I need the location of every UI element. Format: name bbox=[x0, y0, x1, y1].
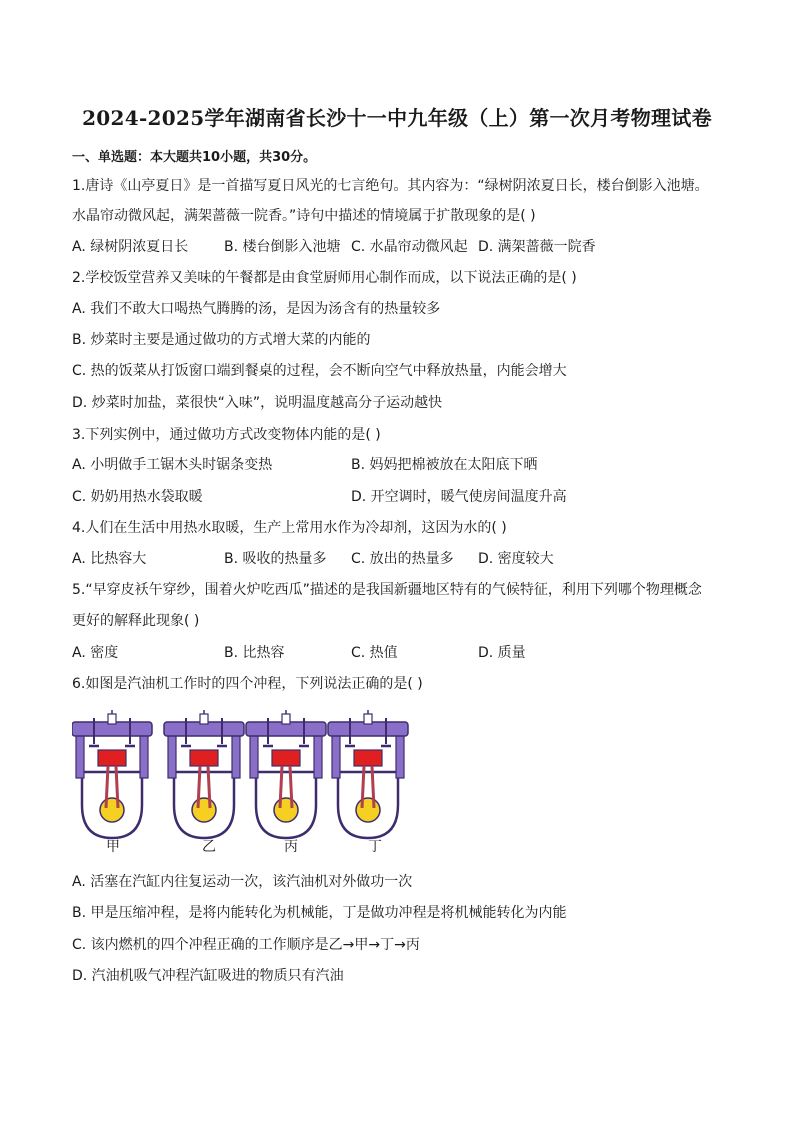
q6-option-b: B. 甲是压缩冲程，是将内能转化为机械能，丁是做功冲程是将机械能转化为内能 bbox=[72, 905, 567, 921]
q5-option-a: A. 密度 bbox=[72, 645, 119, 661]
q6-option-d: D. 汽油机吸气冲程汽缸吸进的物质只有汽油 bbox=[72, 968, 344, 984]
q2-option-b: B. 炒菜时主要是通过做功的方式增大菜的内能的 bbox=[72, 332, 371, 348]
caption-jia: 甲 bbox=[106, 839, 120, 855]
q5-option-c: C. 热值 bbox=[351, 645, 398, 661]
caption-yi: 乙 bbox=[202, 839, 216, 855]
caption-bing: 丙 bbox=[284, 839, 298, 855]
q5-option-d: D. 质量 bbox=[478, 645, 526, 661]
q4-stem: 4.人们在生活中用热水取暖，生产上常用水作为冷却剂，这因为水的( ) bbox=[72, 520, 507, 536]
q1-option-a: A. 绿树阴浓夏日长 bbox=[72, 239, 189, 255]
q2-stem: 2.学校饭堂营养又美味的午餐都是由食堂厨师用心制作而成，以下说法正确的是( ) bbox=[72, 270, 577, 286]
q1-option-c: C. 水晶帘动微风起 bbox=[351, 239, 468, 255]
section-header: 一、单选题：本大题共10小题，共30分。 bbox=[72, 150, 317, 165]
q4-option-c: C. 放出的热量多 bbox=[351, 551, 454, 567]
q3-option-c: C. 奶奶用热水袋取暖 bbox=[72, 489, 203, 505]
caption-ding: 丁 bbox=[368, 839, 382, 855]
q2-option-d: D. 炒菜时加盐，菜很快“入味”，说明温度越高分子运动越快 bbox=[72, 395, 443, 411]
q4-option-a: A. 比热容大 bbox=[72, 551, 147, 567]
q1-stem-line1: 1.唐诗《山亭夏日》是一首描写夏日风光的七言绝句。其内容为：“绿树阴浓夏日长，楼台倒影入池塘。 bbox=[72, 178, 709, 194]
q6-option-c: C. 该内燃机的四个冲程正确的工作顺序是乙→甲→丁→丙 bbox=[72, 937, 420, 953]
q3-option-d: D. 开空调时，暖气使房间温度升高 bbox=[351, 489, 567, 505]
q6-option-a: A. 活塞在汽缸内往复运动一次，该汽油机对外做功一次 bbox=[72, 874, 413, 890]
engine-bing-icon bbox=[246, 710, 326, 838]
q2-option-c: C. 热的饭菜从打饭窗口端到餐桌的过程，会不断向空气中释放热量，内能会增大 bbox=[72, 363, 567, 379]
q5-option-b: B. 比热容 bbox=[224, 645, 285, 661]
q3-option-b: B. 妈妈把棉被放在太阳底下晒 bbox=[351, 457, 538, 473]
q4-option-d: D. 密度较大 bbox=[478, 551, 554, 567]
engine-yi-icon bbox=[164, 710, 244, 838]
q1-stem-line2: 水晶帘动微风起，满架蔷薇一院香。”诗句中描述的情境属于扩散现象的是( ) bbox=[72, 208, 536, 224]
q1-option-d: D. 满架蔷薇一院香 bbox=[478, 239, 596, 255]
engine-jia-icon bbox=[72, 710, 152, 838]
four-stroke-engine-figure bbox=[72, 704, 412, 862]
q6-stem: 6.如图是汽油机工作时的四个冲程，下列说法正确的是( ) bbox=[72, 676, 423, 692]
q5-stem-line2: 更好的解释此现象( ) bbox=[72, 613, 200, 629]
q4-option-b: B. 吸收的热量多 bbox=[224, 551, 327, 567]
q5-stem-line1: 5.“早穿皮袄午穿纱，围着火炉吃西瓜”描述的是我国新疆地区特有的气候特征，利用下列哪个物理概念 bbox=[72, 582, 702, 598]
q3-stem: 3.下列实例中，通过做功方式改变物体内能的是( ) bbox=[72, 427, 381, 443]
q1-option-b: B. 楼台倒影入池塘 bbox=[224, 239, 341, 255]
q2-option-a: A. 我们不敢大口喝热气腾腾的汤，是因为汤含有的热量较多 bbox=[72, 301, 441, 317]
q3-option-a: A. 小明做手工锯木头时锯条变热 bbox=[72, 457, 273, 473]
engine-ding-icon bbox=[328, 710, 408, 838]
exam-title: 2024-2025学年湖南省长沙十一中九年级（上）第一次月考物理试卷 bbox=[82, 106, 712, 130]
